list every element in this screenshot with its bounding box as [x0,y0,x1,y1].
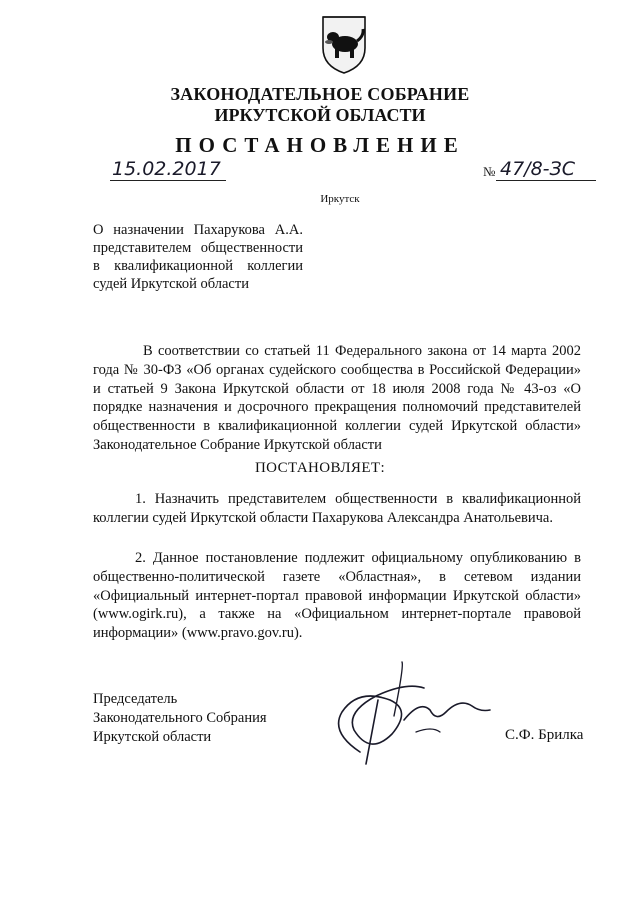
date-underline [110,180,226,181]
resolution-item-1: 1. Назначить представителем общественности в квалификационной коллегии судей Иркутской области Пахарукова Александра Анатольевича. [93,491,581,526]
preamble-paragraph: В соответствии со статьей 11 Федерального закона от 14 марта 2002 года № 30-ФЗ «Об органах судейского сообщества в Российской Федерации» и статьей 9 Закона Иркутской области от 18 июля 2008 года № 43-оз «О порядке назначения и досрочного прекращения полномочий представителей общественности в квалификационной коллегии судей Иркутской области» Законодательное Собрание Иркутской области [93,343,581,453]
city: Иркутск [320,193,360,205]
signer-title-line2: Законодательного Собрания [93,710,267,726]
document-type: ПОСТАНОВЛЕНИЕ [175,133,465,157]
document-date: 15.02.2017 [112,158,221,180]
document-subject: О назначении Пахарукова А.А. представителем общественности в квалификационной коллегии судей Иркутской области [93,222,303,292]
number-underline [496,180,596,181]
resolves-heading: ПОСТАНОВЛЯЕТ: [254,460,386,476]
document-number: 47/8-ЗС [500,158,575,180]
organization-name-line2: ИРКУТСКОЙ ОБЛАСТИ [214,105,426,125]
signer-title-line3: Иркутской области [93,729,212,745]
signer-name: С.Ф. Брилка [505,727,584,743]
signer-title-line1: Председатель [93,691,178,707]
resolution-item-2: 2. Данное постановление подлежит официальному опубликованию в общественно-политической газете «Областная», в сетевом издании «Официальный интернет-портал правовой информации Иркутской области» (www.ogirk.ru), а также на «Официальном интернет-портале правовой информации» (www.pravo.gov.ru). [93,550,581,642]
signer-title [93,690,333,747]
coat-of-arms-icon [320,14,368,76]
handwritten-signature [320,660,505,770]
organization-name-line1: ЗАКОНОДАТЕЛЬНОЕ СОБРАНИЕ [170,84,470,104]
number-sign: № [483,164,496,179]
